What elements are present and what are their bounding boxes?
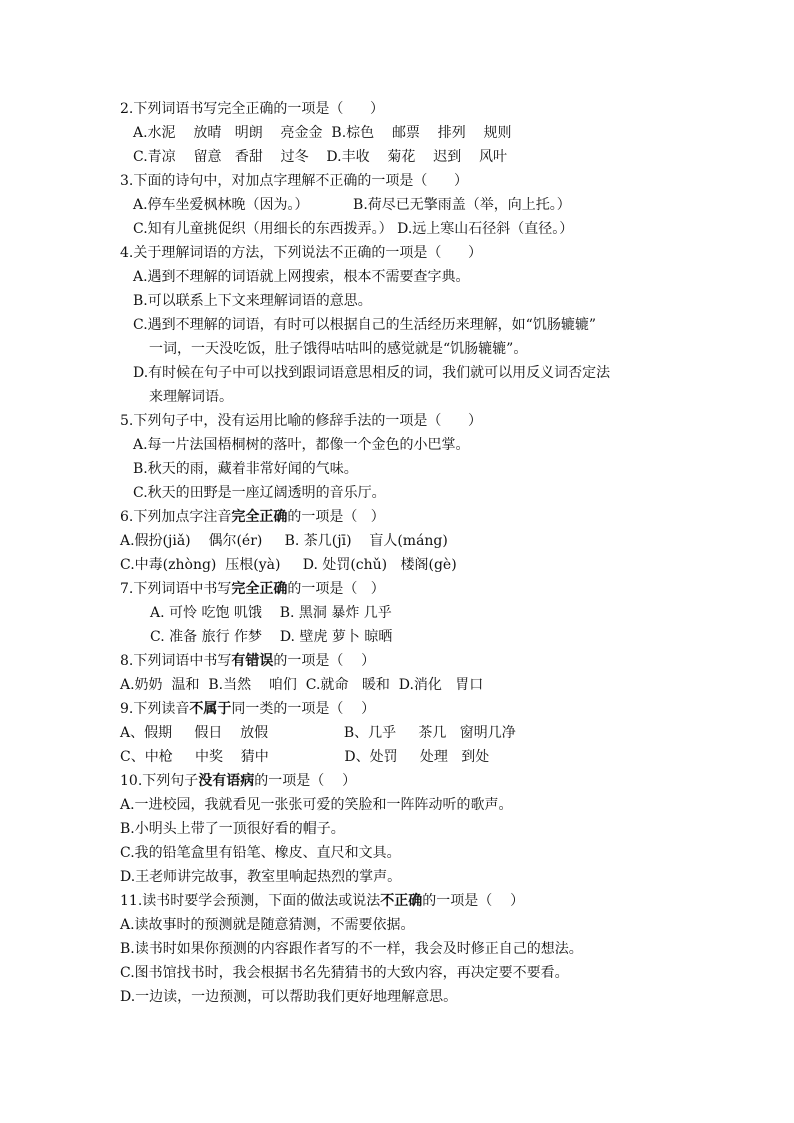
question-6-options-cd: C.中毒(zhòng) 压根(yà) D. 处罚(chǔ) 楼阁(gè) (120, 557, 457, 573)
question-10-stem-emphasis: 没有语病 (198, 773, 255, 789)
question-4-option-a: A.遇到不理解的词语就上网搜索，根本不需要查字典。 (133, 269, 470, 285)
question-8-stem-post: 的一项是（ ） (273, 653, 376, 669)
question-8-options: A.奶奶 温和 B.当然 咱们 C.就命 暖和 D.消化 胃口 (120, 677, 484, 693)
question-5-option-a: A.每一片法国梧桐树的落叶，都像一个金色的小巴掌。 (133, 437, 470, 453)
question-10-option-b: B.小明头上带了一顶很好看的帽子。 (120, 821, 345, 837)
question-11-stem (120, 891, 524, 911)
question-11-option-a: A.读故事时的预测就是随意猜测，不需要依据。 (120, 917, 415, 933)
question-9-stem-emphasis: 不属于 (189, 701, 232, 717)
question-6-stem-emphasis: 完全正确 (231, 509, 288, 525)
question-11-option-b: B.读书时如果你预测的内容跟作者写的不一样，我会及时修正自己的想法。 (120, 941, 583, 957)
question-4-option-c-cont: 一词，一天没吃饭，肚子饿得咕咕叫的感觉就是“饥肠辘辘”。 (149, 341, 528, 357)
question-7-stem (120, 579, 385, 599)
question-7-options-ab: A. 可怜 吃饱 叽饿 B. 黑洞 暴炸 几乎 (150, 605, 392, 621)
question-10-option-c: C.我的铅笔盒里有铅笔、橡皮、直尺和文具。 (120, 845, 401, 861)
question-3-options-cd: C.知有儿童挑促织（用细长的东西拨弄。） D.远上寒山石径斜（直径。） (133, 221, 574, 237)
question-5-option-b: B.秋天的雨，藏着非常好闻的气味。 (133, 461, 358, 477)
question-7-stem-pre: 7.下列词语中书写 (120, 581, 232, 597)
question-8-stem-pre: 8.下列词语中书写 (120, 653, 232, 669)
question-2-options-cd: C.青凉 留意 香甜 过冬 D.丰收 菊花 迟到 风叶 (133, 149, 507, 165)
question-6-stem-pre: 6.下列加点字注音 (120, 509, 232, 525)
question-11-option-d: D.一边读，一边预测，可以帮助我们更好地理解意思。 (120, 989, 458, 1005)
question-4-stem: 4.关于理解词语的方法，下列说法不正确的一项是（ ） (120, 245, 483, 261)
question-7-stem-post: 的一项是（ ） (287, 581, 385, 597)
question-4-option-b: B.可以联系上下文来理解词语的意思。 (133, 293, 372, 309)
question-2-stem: 2.下列词语书写完全正确的一项是（ ） (120, 101, 385, 117)
question-10-stem (120, 771, 356, 791)
question-11-stem-post: 的一项是（ ） (422, 893, 525, 909)
question-7-options-cd: C. 准备 旅行 作梦 D. 壁虎 萝卜 晾晒 (150, 629, 393, 645)
question-11-stem-pre: 11.读书时要学会预测，下面的做法或说法 (120, 893, 381, 909)
question-3-stem: 3.下面的诗句中，对加点字理解不正确的一项是（ ） (120, 173, 469, 189)
question-6-stem (120, 507, 385, 527)
question-9-options-cd: C、中枪 中奖 猜中 D、处罚 处理 到处 (120, 749, 490, 765)
question-5-stem: 5.下列句子中，没有运用比喻的修辞手法的一项是（ ） (120, 413, 483, 429)
question-6-stem-post: 的一项是（ ） (287, 509, 385, 525)
question-10-stem-pre: 10.下列句子 (120, 773, 199, 789)
question-3-options-ab: A.停车坐爱枫林晚（因为。） B.荷尽已无擎雨盖（举，向上托。） (133, 197, 571, 213)
question-8-stem (120, 651, 375, 671)
question-4-option-d-cont: 来理解词语。 (149, 389, 233, 405)
question-9-options-ab: A、假期 假日 放假 B、几乎 茶几 窗明几净 (120, 725, 516, 741)
question-9-stem-pre: 9.下列读音 (120, 701, 190, 717)
question-9-stem (120, 699, 375, 719)
question-4-option-c: C.遇到不理解的词语，有时可以根据自己的生活经历来理解，如“饥肠辘辘” (133, 317, 596, 333)
question-10-stem-post: 的一项是（ ） (254, 773, 357, 789)
question-8-stem-emphasis: 有错误 (231, 653, 274, 669)
question-2-options-ab: A.水泥 放晴 明朗 亮金金 B.棕色 邮票 排列 规则 (133, 125, 512, 141)
question-10-option-d: D.王老师讲完故事，教室里响起热烈的掌声。 (120, 869, 402, 885)
question-7-stem-emphasis: 完全正确 (231, 581, 288, 597)
question-4-option-d: D.有时候在句子中可以找到跟词语意思相反的词，我们就可以用反义词否定法 (133, 365, 611, 381)
question-11-option-c: C.图书馆找书时，我会根据书名先猜猜书的大致内容，再决定要不要看。 (120, 965, 569, 981)
question-6-options-ab: A.假扮(jiǎ) 偶尔(ér) B. 茶几(jī) 盲人(máng) (120, 533, 448, 549)
question-5-option-c: C.秋天的田野是一座辽阔透明的音乐厅。 (133, 485, 386, 501)
question-11-stem-emphasis: 不正确 (380, 893, 423, 909)
question-10-option-a: A.一进校园，我就看见一张张可爱的笑脸和一阵阵动听的歌声。 (120, 797, 513, 813)
question-9-stem-post: 同一类的一项是（ ） (231, 701, 376, 717)
